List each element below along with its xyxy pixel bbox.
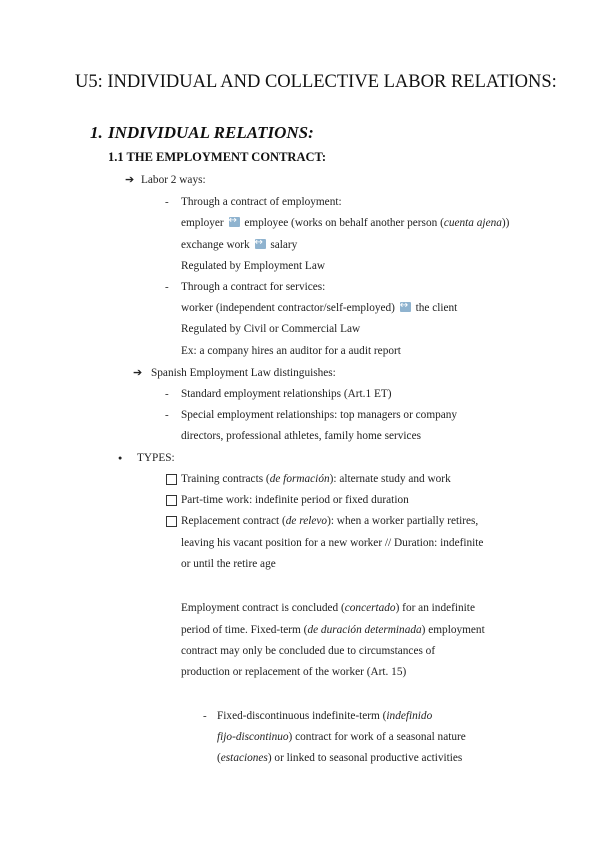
- text-segment: Regulated by Employment Law: [181, 260, 326, 272]
- text-line: [181, 471, 451, 487]
- text-line: [181, 664, 406, 680]
- text-segment: ) or linked to seasonal productive activities: [267, 752, 463, 764]
- italic-term: concertado: [344, 602, 396, 614]
- text-segment: employee (works on behalf another person (: [241, 217, 444, 229]
- right-arrow-icon: ➔: [133, 367, 143, 379]
- text-line: [181, 556, 276, 572]
- text-segment: Through a contract for services:: [181, 281, 326, 293]
- text-line: [181, 600, 475, 616]
- text-segment: Labor 2 ways:: [141, 174, 206, 186]
- text-segment: Fixed-discontinuous indefinite-term (: [217, 710, 387, 722]
- text-segment: employer: [181, 217, 227, 229]
- text-line: [181, 643, 435, 659]
- checkbox-icon: [166, 474, 177, 485]
- dash-marker: -: [165, 409, 169, 421]
- text-line: [151, 365, 336, 381]
- text-line: [141, 172, 206, 188]
- section-title: INDIVIDUAL RELATIONS:: [108, 123, 314, 142]
- italic-term: estaciones: [220, 752, 268, 764]
- text-line: [181, 492, 409, 508]
- left-right-arrow-icon: [400, 302, 411, 312]
- text-segment: production or replacement of the worker (Art. 15): [181, 666, 407, 678]
- text-line: [217, 750, 462, 766]
- checkbox-icon: [166, 516, 177, 527]
- text-segment: Regulated by Civil or Commercial Law: [181, 323, 361, 335]
- text-line: [217, 729, 466, 745]
- text-segment: Spanish Employment Law distinguishes:: [151, 367, 336, 379]
- italic-term: fijo-discontinuo: [217, 731, 289, 743]
- text-segment: ) employment: [421, 624, 485, 636]
- text-segment: Employment contract is concluded (: [181, 602, 345, 614]
- text-segment: Replacement contract (: [181, 515, 286, 527]
- bullet-icon: ●: [118, 454, 123, 462]
- text-line: [181, 407, 457, 423]
- subsection-title: 1.1 THE EMPLOYMENT CONTRACT:: [108, 150, 327, 164]
- dash-marker: -: [165, 281, 169, 293]
- text-segment: contract may only be concluded due to circumstances of: [181, 645, 436, 657]
- text-line: [181, 279, 325, 295]
- text-line: [181, 215, 509, 231]
- text-segment: leaving his vacant position for a new worker // Duration: indefinite: [181, 537, 484, 549]
- text-segment: Through a contract of employment:: [181, 196, 342, 208]
- left-right-arrow-icon: [229, 217, 240, 227]
- text-line: [181, 258, 325, 274]
- text-segment: (: [217, 752, 221, 764]
- italic-term: cuenta ajena: [443, 217, 502, 229]
- italic-term: indefinido: [386, 710, 433, 722]
- text-line: [181, 194, 342, 210]
- text-line: [181, 622, 485, 638]
- document-title: U5: INDIVIDUAL AND COLLECTIVE LABOR RELATIONS:: [75, 72, 557, 92]
- text-line: [181, 513, 478, 529]
- text-segment: ): when a worker partially retires,: [327, 515, 479, 527]
- text-segment: period of time. Fixed-term (: [181, 624, 308, 636]
- text-line: [217, 708, 432, 724]
- text-segment: ): alternate study and work: [329, 473, 451, 485]
- text-line: [181, 321, 360, 337]
- right-arrow-icon: ➔: [125, 174, 135, 186]
- text-segment: salary: [267, 239, 298, 251]
- text-line: [181, 535, 483, 551]
- left-right-arrow-icon: [255, 239, 266, 249]
- italic-term: de relevo: [285, 515, 328, 527]
- text-segment: or until the retire age: [181, 558, 276, 570]
- text-segment: Part-time work: indefinite period or fixed duration: [181, 494, 409, 506]
- text-segment: worker (independent contractor/self-employed): [181, 302, 398, 314]
- text-line: [137, 450, 175, 466]
- text-line: [181, 428, 421, 444]
- section-number: 1.: [90, 123, 103, 142]
- text-segment: Standard employment relationships (Art.1 ET): [181, 388, 392, 400]
- text-segment: Training contracts (: [181, 473, 270, 485]
- text-segment: the client: [412, 302, 458, 314]
- text-segment: Special employment relationships: top managers or company: [181, 409, 458, 421]
- text-segment: exchange work: [181, 239, 253, 251]
- text-line: [181, 343, 401, 359]
- text-segment: )): [501, 217, 510, 229]
- dash-marker: -: [165, 388, 169, 400]
- checkbox-icon: [166, 495, 177, 506]
- italic-term: de formación: [269, 473, 330, 485]
- text-line: [181, 300, 457, 316]
- text-segment: Ex: a company hires an auditor for a audit report: [181, 345, 401, 357]
- text-segment: ) contract for work of a seasonal nature: [288, 731, 466, 743]
- italic-term: de duración determinada: [307, 624, 422, 636]
- text-segment: directors, professional athletes, family home services: [181, 430, 421, 442]
- text-segment: ) for an indefinite: [395, 602, 475, 614]
- dash-marker: -: [165, 196, 169, 208]
- text-line: [181, 386, 392, 402]
- dash-marker: -: [203, 710, 207, 722]
- text-segment: TYPES:: [137, 452, 175, 464]
- text-line: [181, 237, 297, 253]
